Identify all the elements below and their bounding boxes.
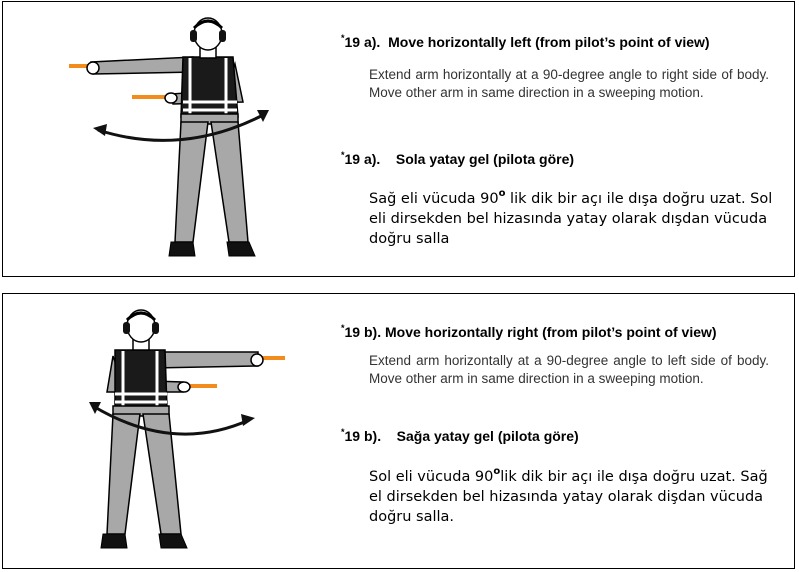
signal-heading-tr: *19 b). Sağa yatay gel (pilota göre): [341, 427, 579, 444]
signal-description-tr: Sol eli vücuda 90$^o$lik dik bir açı ile dışa doğru uzat. Sağ el dirsekden bel hizasında yatay olarak dişdan vücuda doğru salla.: [369, 466, 768, 525]
signal-description-en: Extend arm horizontally at a 90-degree angle to right side of body. Move other arm in same direction in a sweeping motion.: [369, 67, 769, 100]
signal-heading: *19 b). Move horizontally right (from pilot’s point of view): [341, 323, 717, 340]
signal-panel-19a: [2, 1, 795, 277]
marshaller-figure-move-left: [43, 2, 313, 276]
signal-description-en: Extend arm horizontally at a 90-degree angle to left side of body. Move other arm in same direction in a sweeping motion.: [369, 353, 769, 386]
marshaller-figure-move-right: [43, 294, 313, 568]
signal-heading: *19 a). Move horizontally left (from pilot’s point of view): [341, 33, 710, 50]
signal-description-tr: Sağ eli vücuda 90$^o$ lik dik bir açı ile dışa doğru uzat. Sol eli dirsekden bel hizasında yatay olarak dışdan vücuda doğru salla: [369, 188, 773, 247]
signal-heading-tr: *19 a). Sola yatay gel (pilota göre): [341, 150, 575, 167]
signal-panel-19b: [2, 293, 795, 569]
